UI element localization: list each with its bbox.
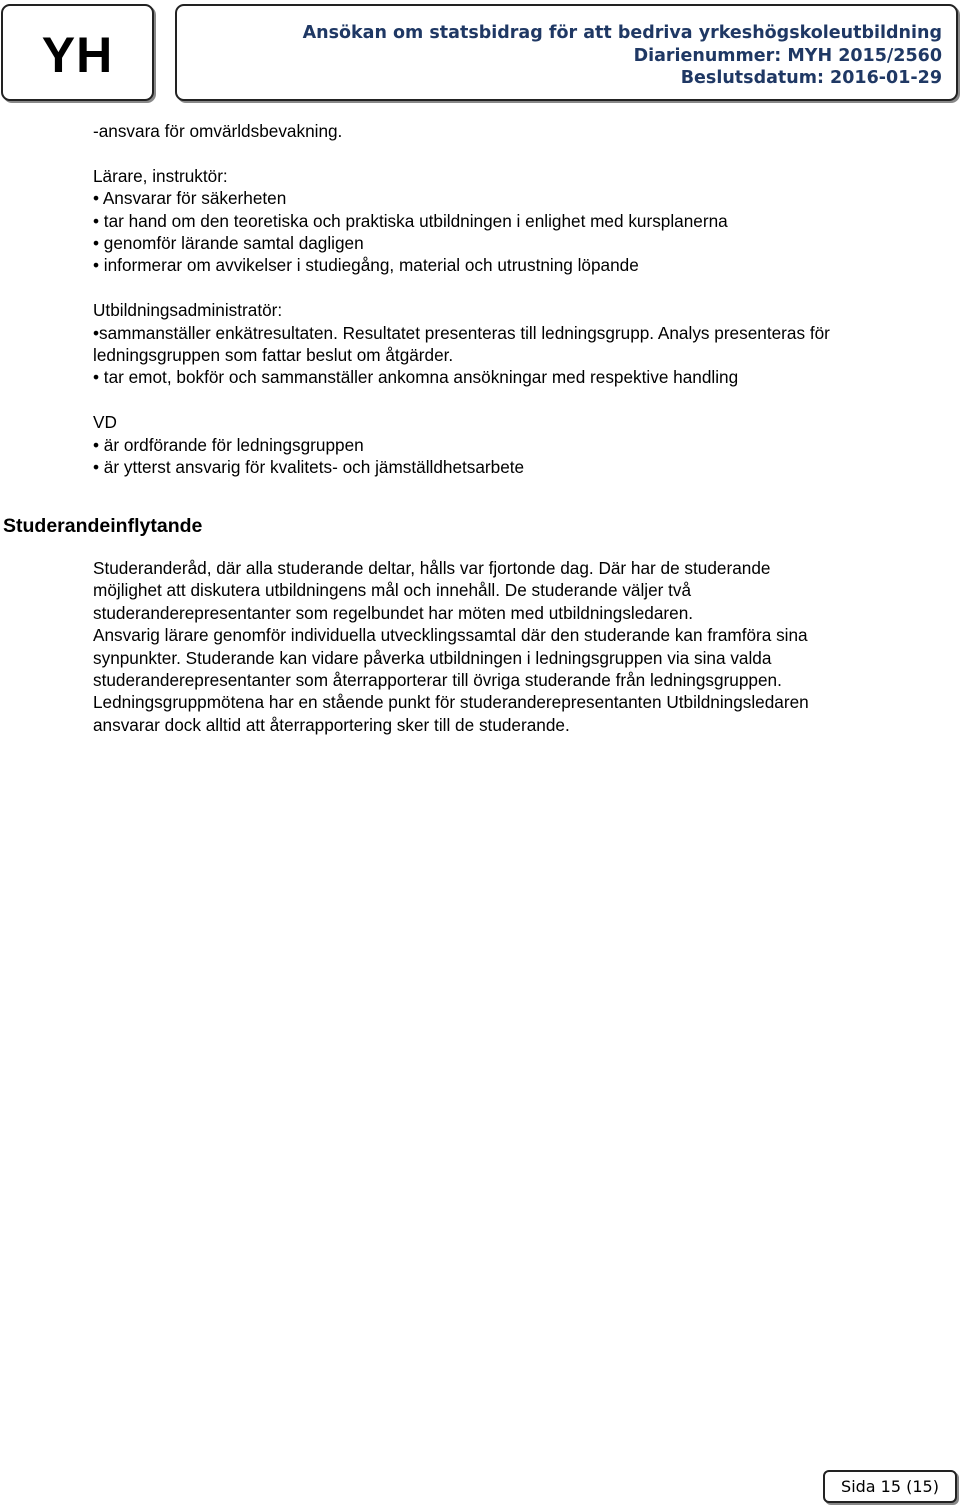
paragraph-line: Ledningsgruppmötena har en stående punkt för studeranderepresentanten Utbildningsledaren: [93, 692, 809, 713]
paragraph-line: studeranderepresentanter som regelbundet har möten med utbildningsledaren.: [93, 602, 694, 623]
list-item: •sammanställer enkätresultaten. Resultatet presenteras till ledningsgrupp. Analys presenteras för: [93, 322, 830, 343]
paragraph-line: ansvarar dock alltid att återrapportering sker till de studerande.: [93, 714, 570, 735]
body-line: ledningsgruppen som fattar beslut om åtgärder.: [93, 345, 454, 366]
beslutsdatum: Beslutsdatum: 2016-01-29: [680, 68, 942, 88]
document-title: Ansökan om statsbidrag för att bedriva yrkeshögskoleutbildning: [302, 23, 942, 43]
paragraph-line: Ansvarig lärare genomför individuella utvecklingssamtal där den studerande kan framföra sina: [93, 625, 808, 646]
paragraph-line: Studeranderåd, där alla studerande deltar, hålls var fjortonde dag. Där har de studerande: [93, 558, 771, 578]
section-paragraph: [93, 557, 809, 736]
list-item: • är ordförande för ledningsgruppen: [93, 434, 364, 455]
paragraph-line: synpunkter. Studerande kan vidare påverka utbildningen i ledningsgruppen via sina valda: [93, 647, 772, 668]
page-number: Sida 15 (15): [841, 1477, 939, 1496]
role-title-larare: Lärare, instruktör:: [93, 165, 228, 186]
document-header: [175, 4, 958, 101]
list-item: • informerar om avvikelser i studiegång, material och utrustning löpande: [93, 255, 639, 276]
blank-line: [93, 277, 830, 299]
list-item: • Ansvarar för säkerheten: [93, 188, 287, 209]
section-heading: Studerandeinflytande: [3, 515, 203, 537]
list-item: • är ytterst ansvarig för kvalitets- och jämställdhetsarbete: [93, 457, 525, 478]
blank-line: [93, 389, 830, 411]
list-item: • tar emot, bokför och sammanställer ankomna ansökningar med respektive handling: [93, 367, 739, 388]
paragraph-line: studeranderepresentanter som återrapporterar till övriga studerande från ledningsgruppen.: [93, 670, 782, 691]
yh-logo: YH: [41, 26, 114, 83]
body-line: -ansvara för omvärldsbevakning.: [93, 121, 343, 141]
list-item: • tar hand om den teoretiska och praktiska utbildningen i enlighet med kursplanerna: [93, 210, 728, 231]
page-number-box: [823, 1470, 957, 1503]
body-text-block: [93, 120, 830, 478]
blank-line: [93, 142, 830, 164]
paragraph-line: möjlighet att diskutera utbildningens mål och innehåll. De studerande väljer två: [93, 580, 692, 601]
list-item: • genomför lärande samtal dagligen: [93, 233, 364, 254]
diarienummer: Diarienummer: MYH 2015/2560: [633, 46, 942, 66]
role-title-vd: VD: [93, 412, 117, 433]
logo-box: [1, 4, 154, 101]
role-title-utbildningsadministrator: Utbildningsadministratör:: [93, 300, 283, 321]
